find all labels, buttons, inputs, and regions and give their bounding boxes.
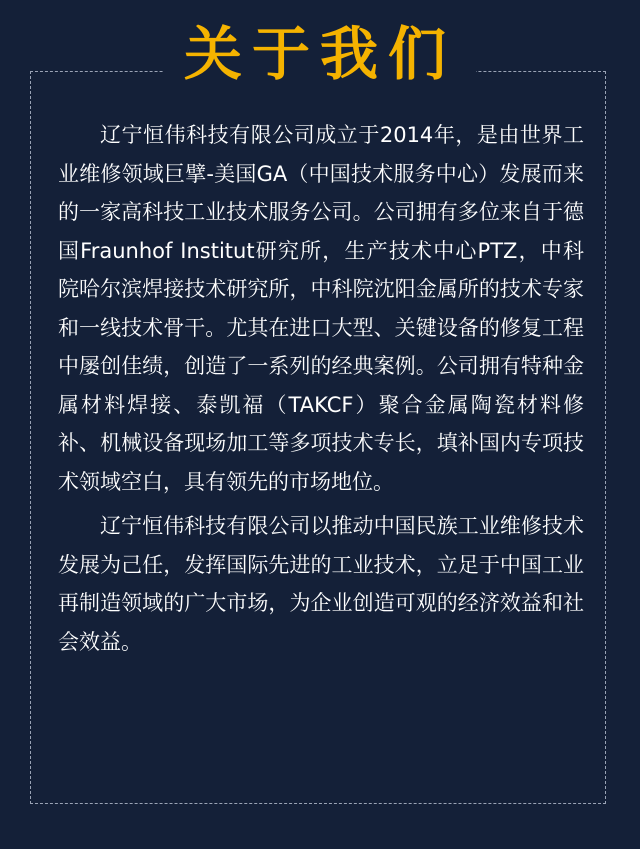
page-title: 关于我们 [164, 14, 476, 94]
content-body [58, 116, 584, 667]
title-wrap [0, 14, 640, 94]
paragraph-mission: 辽宁恒伟科技有限公司以推动中国民族工业维修技术发展为己任，发挥国际先进的工业技术，立足于中国工业再制造领域的广大市场，为企业创造可观的经济效益和社会效益。 [58, 514, 584, 654]
paragraph-intro: 辽宁恒伟科技有限公司成立于2014年，是由世界工业维修领域巨擘-美国GA（中国技术服务中心）发展而来的一家高科技工业技术服务公司。公司拥有多位来自于德国Fraunhof Institut研究所，生产技术中心PTZ，中科院哈尔滨焊接技术研究所，中科院沈阳金属所的技术专家和一线技术骨干。尤其在进口大型、关键设备的修复工程中屡创佳绩，创造了一系列的经典案例。公司拥有特种金属材料焊接、泰凯福（TAKCF）聚合金属陶瓷材料修补、机械设备现场加工等多项技术专长，填补国内专项技术领域空白，具有领先的市场地位。 [58, 123, 584, 494]
